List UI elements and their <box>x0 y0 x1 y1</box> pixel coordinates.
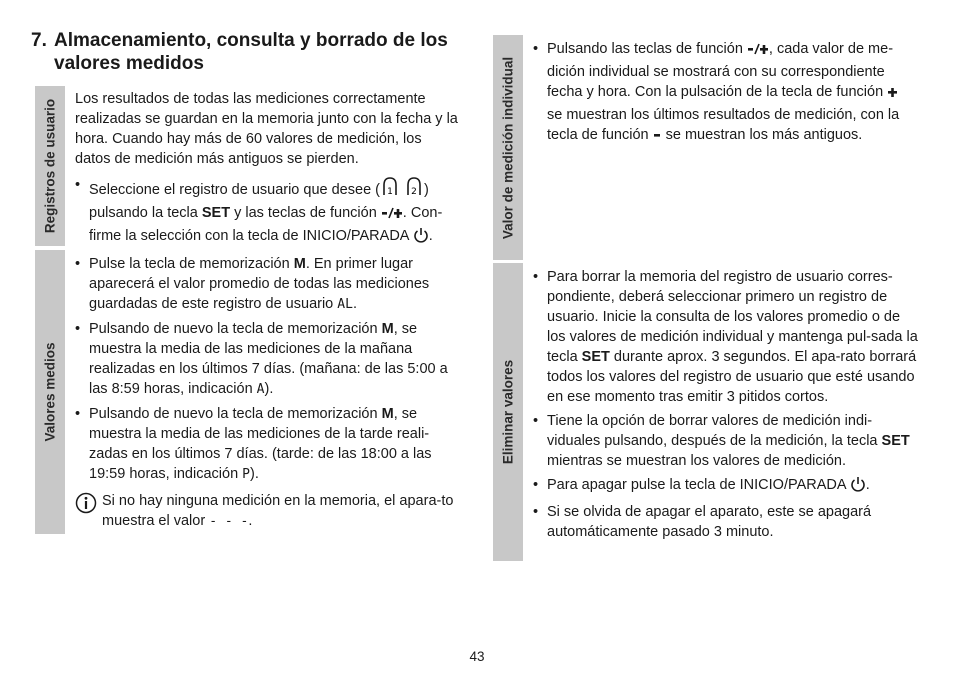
tab-label-registros: Registros de usuario <box>42 98 58 234</box>
registros-list <box>75 175 465 253</box>
tab-registros-de-usuario <box>35 86 65 246</box>
list-item: • Para borrar la memoria del registro de usuario corres-pondiente, deberá seleccionar primero un registro de usuario. Inicie la consulta de los valores promedio o de los valores de medición individual y mantenga pul-sada la tecla SET durante aprox. 3 segundos. El apa-rato borrará todos los valores del registro de usuario que esté usando en ese momento tras emitir 3 pitidos cortos. <box>533 267 918 407</box>
tab-label-eliminar: Eliminar valores <box>500 359 516 465</box>
user-1-icon <box>380 175 400 203</box>
power-icon <box>850 476 866 498</box>
eliminar-valores-list <box>533 267 918 546</box>
plus-key-icon <box>887 85 899 105</box>
tab-label-valores-medios: Valores medios <box>42 342 58 442</box>
tab-eliminar-valores <box>493 263 523 561</box>
section-title-line1: Almacenamiento, consulta y borrado de los <box>54 30 448 51</box>
user-2-icon <box>404 175 424 203</box>
section-number: 7. <box>31 30 47 51</box>
minus-plus-key-icon <box>747 42 769 62</box>
list-item: • Seleccione el registro de usuario que desee ( 1 2 ) pulsando la tecla SET y las teclas de función . Con- firme la selección con la tecla de INICIO/PARADA . <box>75 175 465 249</box>
valor-individual-list <box>533 39 918 152</box>
intro-paragraph: Los resultados de todas las mediciones correctamente realizadas se guardan en la memoria junto con la fecha y la hora. Cuando hay más de 60 valores de medición, los datos de medición más antiguos se pierden. <box>75 91 458 167</box>
set-key: SET <box>201 205 231 221</box>
section-title-line2: valores medidos <box>54 53 204 74</box>
page-number: 43 <box>469 649 485 664</box>
user-1-number: 1 <box>387 187 393 197</box>
list-item: • Si se olvida de apagar el aparato, este se apagará automáticamente pasado 3 minuto. <box>533 502 918 542</box>
tab-label-valor-individual: Valor de medición individual <box>500 56 516 239</box>
display-symbol-dashes: - - - <box>209 514 249 529</box>
list-item: • Para apagar pulse la tecla de INICIO/PARADA . <box>533 475 918 498</box>
minus-key-icon <box>653 128 662 148</box>
display-symbol-al: AL <box>337 297 353 312</box>
tab-valores-medios <box>35 250 65 534</box>
tab-valor-medicion-individual <box>493 35 523 260</box>
list-item: • Tiene la opción de borrar valores de medición indi-viduales pulsando, después de la medición, la tecla SET mientras se muestran los valores de medición. <box>533 411 918 471</box>
display-symbol-a: A <box>256 382 265 397</box>
list-item: • Pulse la tecla de memorización M. En primer lugar aparecerá el valor promedio de todas las mediciones guardadas de este registro de usuario AL. <box>75 254 463 315</box>
display-symbol-p: P <box>242 467 250 482</box>
valores-medios-list <box>75 254 463 489</box>
list-item: • Pulsando de nuevo la tecla de memorización M, se muestra la media de las mediciones de la tarde reali-zadas en los últimos 7 días. (tarde: de las 18:00 a las 19:59 horas, indicación P). <box>75 404 463 485</box>
power-icon <box>413 227 429 249</box>
list-item: • Pulsando las teclas de función , cada valor de me-dición individual se mostrará con su correspondiente fecha y hora. Con la pulsación de la tecla de función se muestran los últimos resultados de medición, con la tecla de función se muestran los más antiguos. <box>533 39 918 148</box>
minus-plus-key-icon <box>381 206 403 226</box>
info-note: Si no hay ninguna medición en la memoria, el apara-to muestra el valor - - -. <box>75 491 463 532</box>
list-item: • Pulsando de nuevo la tecla de memorización M, se muestra la media de las mediciones de la mañana realizadas en los últimos 7 días. (mañana: de las 5:00 a las 8:59 horas, indicación A). <box>75 319 463 400</box>
section-title <box>31 29 471 75</box>
info-icon <box>75 492 97 520</box>
user-2-number: 2 <box>411 187 417 197</box>
